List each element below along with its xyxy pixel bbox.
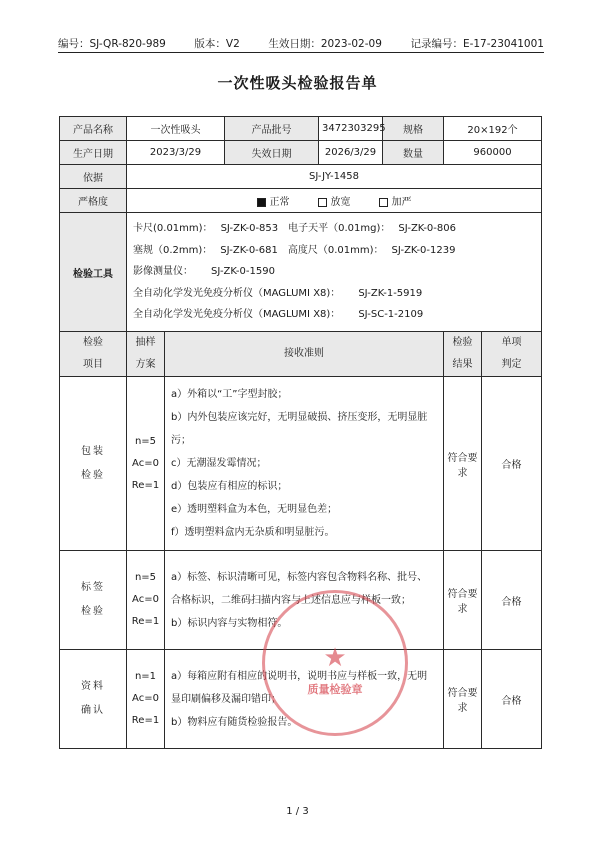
record-number: 记录编号：E-17-23041001 [410, 38, 544, 50]
item-judgement: 合格 [482, 650, 542, 749]
batch-number: 3472303295 [319, 117, 383, 141]
product-name-label: 产品名称 [60, 117, 127, 141]
strictness-normal[interactable]: 正常 [257, 193, 290, 208]
star-icon: ★ [323, 643, 347, 673]
tools-list [127, 213, 542, 332]
version: 版本：V2 [194, 38, 240, 50]
checked-box-icon [257, 198, 266, 207]
acceptance-criteria: a）标签、标识清晰可见，标签内容包含物料名称、批号、 合格标识，二维码扫描内容与上述信息应与样板一致； b）标识内容与实物相符。 [165, 551, 444, 650]
acceptance-criteria: a）每箱应附有相应的说明书，说明书应与样板一致，无明 显印刷偏移及漏印错印； b）物料应有随货检验报告。 [165, 650, 444, 749]
item-documents: 资料 确认 [60, 650, 127, 749]
header-divider [58, 52, 544, 53]
item-judgement: 合格 [482, 551, 542, 650]
item-label: 标签 检验 [60, 551, 127, 650]
spec-label: 规格 [383, 117, 444, 141]
inspection-result: 符合要求 [444, 551, 482, 650]
header-plan: 抽样 方案 [127, 332, 165, 377]
stamp-text: 质量检验章 [307, 683, 363, 696]
header-judge: 单项 判定 [482, 332, 542, 377]
strictness-options [127, 189, 542, 213]
quality-seal-stamp [262, 590, 408, 736]
empty-box-icon [318, 198, 327, 207]
empty-box-icon [379, 198, 388, 207]
basis-value: SJ-JY-1458 [127, 165, 542, 189]
exp-date-label: 失效日期 [225, 141, 319, 165]
strictness-tightened[interactable]: 加严 [379, 193, 412, 208]
document-header [58, 36, 544, 51]
strictness-label: 严格度 [60, 189, 127, 213]
item-packaging: 包装 检验 [60, 377, 127, 551]
tool-row: 全自动化学发光免疫分析仪（MAGLUMI X8)： SJ-SC-1-2109 [133, 309, 424, 321]
sampling-plan: n=5 Ac=0 Re=1 [127, 377, 165, 551]
page-title: 一次性吸头检验报告单 [217, 74, 378, 92]
tool-row: 影像测量仪： SJ-ZK-0-1590 [133, 266, 275, 278]
tool-row: 卡尺(0.01mm)： SJ-ZK-0-853 电子天平（0.01mg)： SJ-ZK-0-806 [133, 223, 456, 235]
header-result: 检验 结果 [444, 332, 482, 377]
basis-label: 依据 [60, 165, 127, 189]
inspection-result: 符合要求 [444, 377, 482, 551]
spec-value: 20×192个 [444, 117, 542, 141]
qty-label: 数量 [383, 141, 444, 165]
item-judgement: 合格 [482, 377, 542, 551]
table-row [60, 377, 542, 551]
header-item: 检验 项目 [60, 332, 127, 377]
mfg-date: 2023/3/29 [127, 141, 225, 165]
page-number: 1 / 3 [286, 806, 309, 817]
mfg-date-label: 生产日期 [60, 141, 127, 165]
tool-row: 塞规（0.2mm)： SJ-ZK-0-681 高度尺（0.01mm)： SJ-ZK-0-1239 [133, 244, 456, 256]
effective-date: 生效日期：2023-02-09 [268, 38, 382, 50]
inspection-result: 符合要求 [444, 650, 482, 749]
strictness-relaxed[interactable]: 放宽 [318, 193, 351, 208]
qty-value: 960000 [444, 141, 542, 165]
doc-number: 编号：SJ-QR-820-989 [58, 38, 166, 50]
tool-row: 全自动化学发光免疫分析仪（MAGLUMI X8)： SJ-ZK-1-5919 [133, 287, 423, 299]
product-name: 一次性吸头 [127, 117, 225, 141]
tools-label: 检验工具 [60, 213, 127, 332]
exp-date: 2026/3/29 [319, 141, 383, 165]
header-criteria: 接收准则 [165, 332, 444, 377]
acceptance-criteria: a）外箱以“工”字型封胶； b）内外包装应该完好，无明显破损、挤压变形，无明显脏 污； c）无潮湿发霉情况； d）包装应有相应的标识； e）透明塑料盒为本色，无明显色差； f）透明塑料盒内无杂质和明显脏污。 [165, 377, 444, 551]
batch-label: 产品批号 [225, 117, 319, 141]
sampling-plan: n=1 Ac=0 Re=1 [127, 650, 165, 749]
sampling-plan: n=5 Ac=0 Re=1 [127, 551, 165, 650]
